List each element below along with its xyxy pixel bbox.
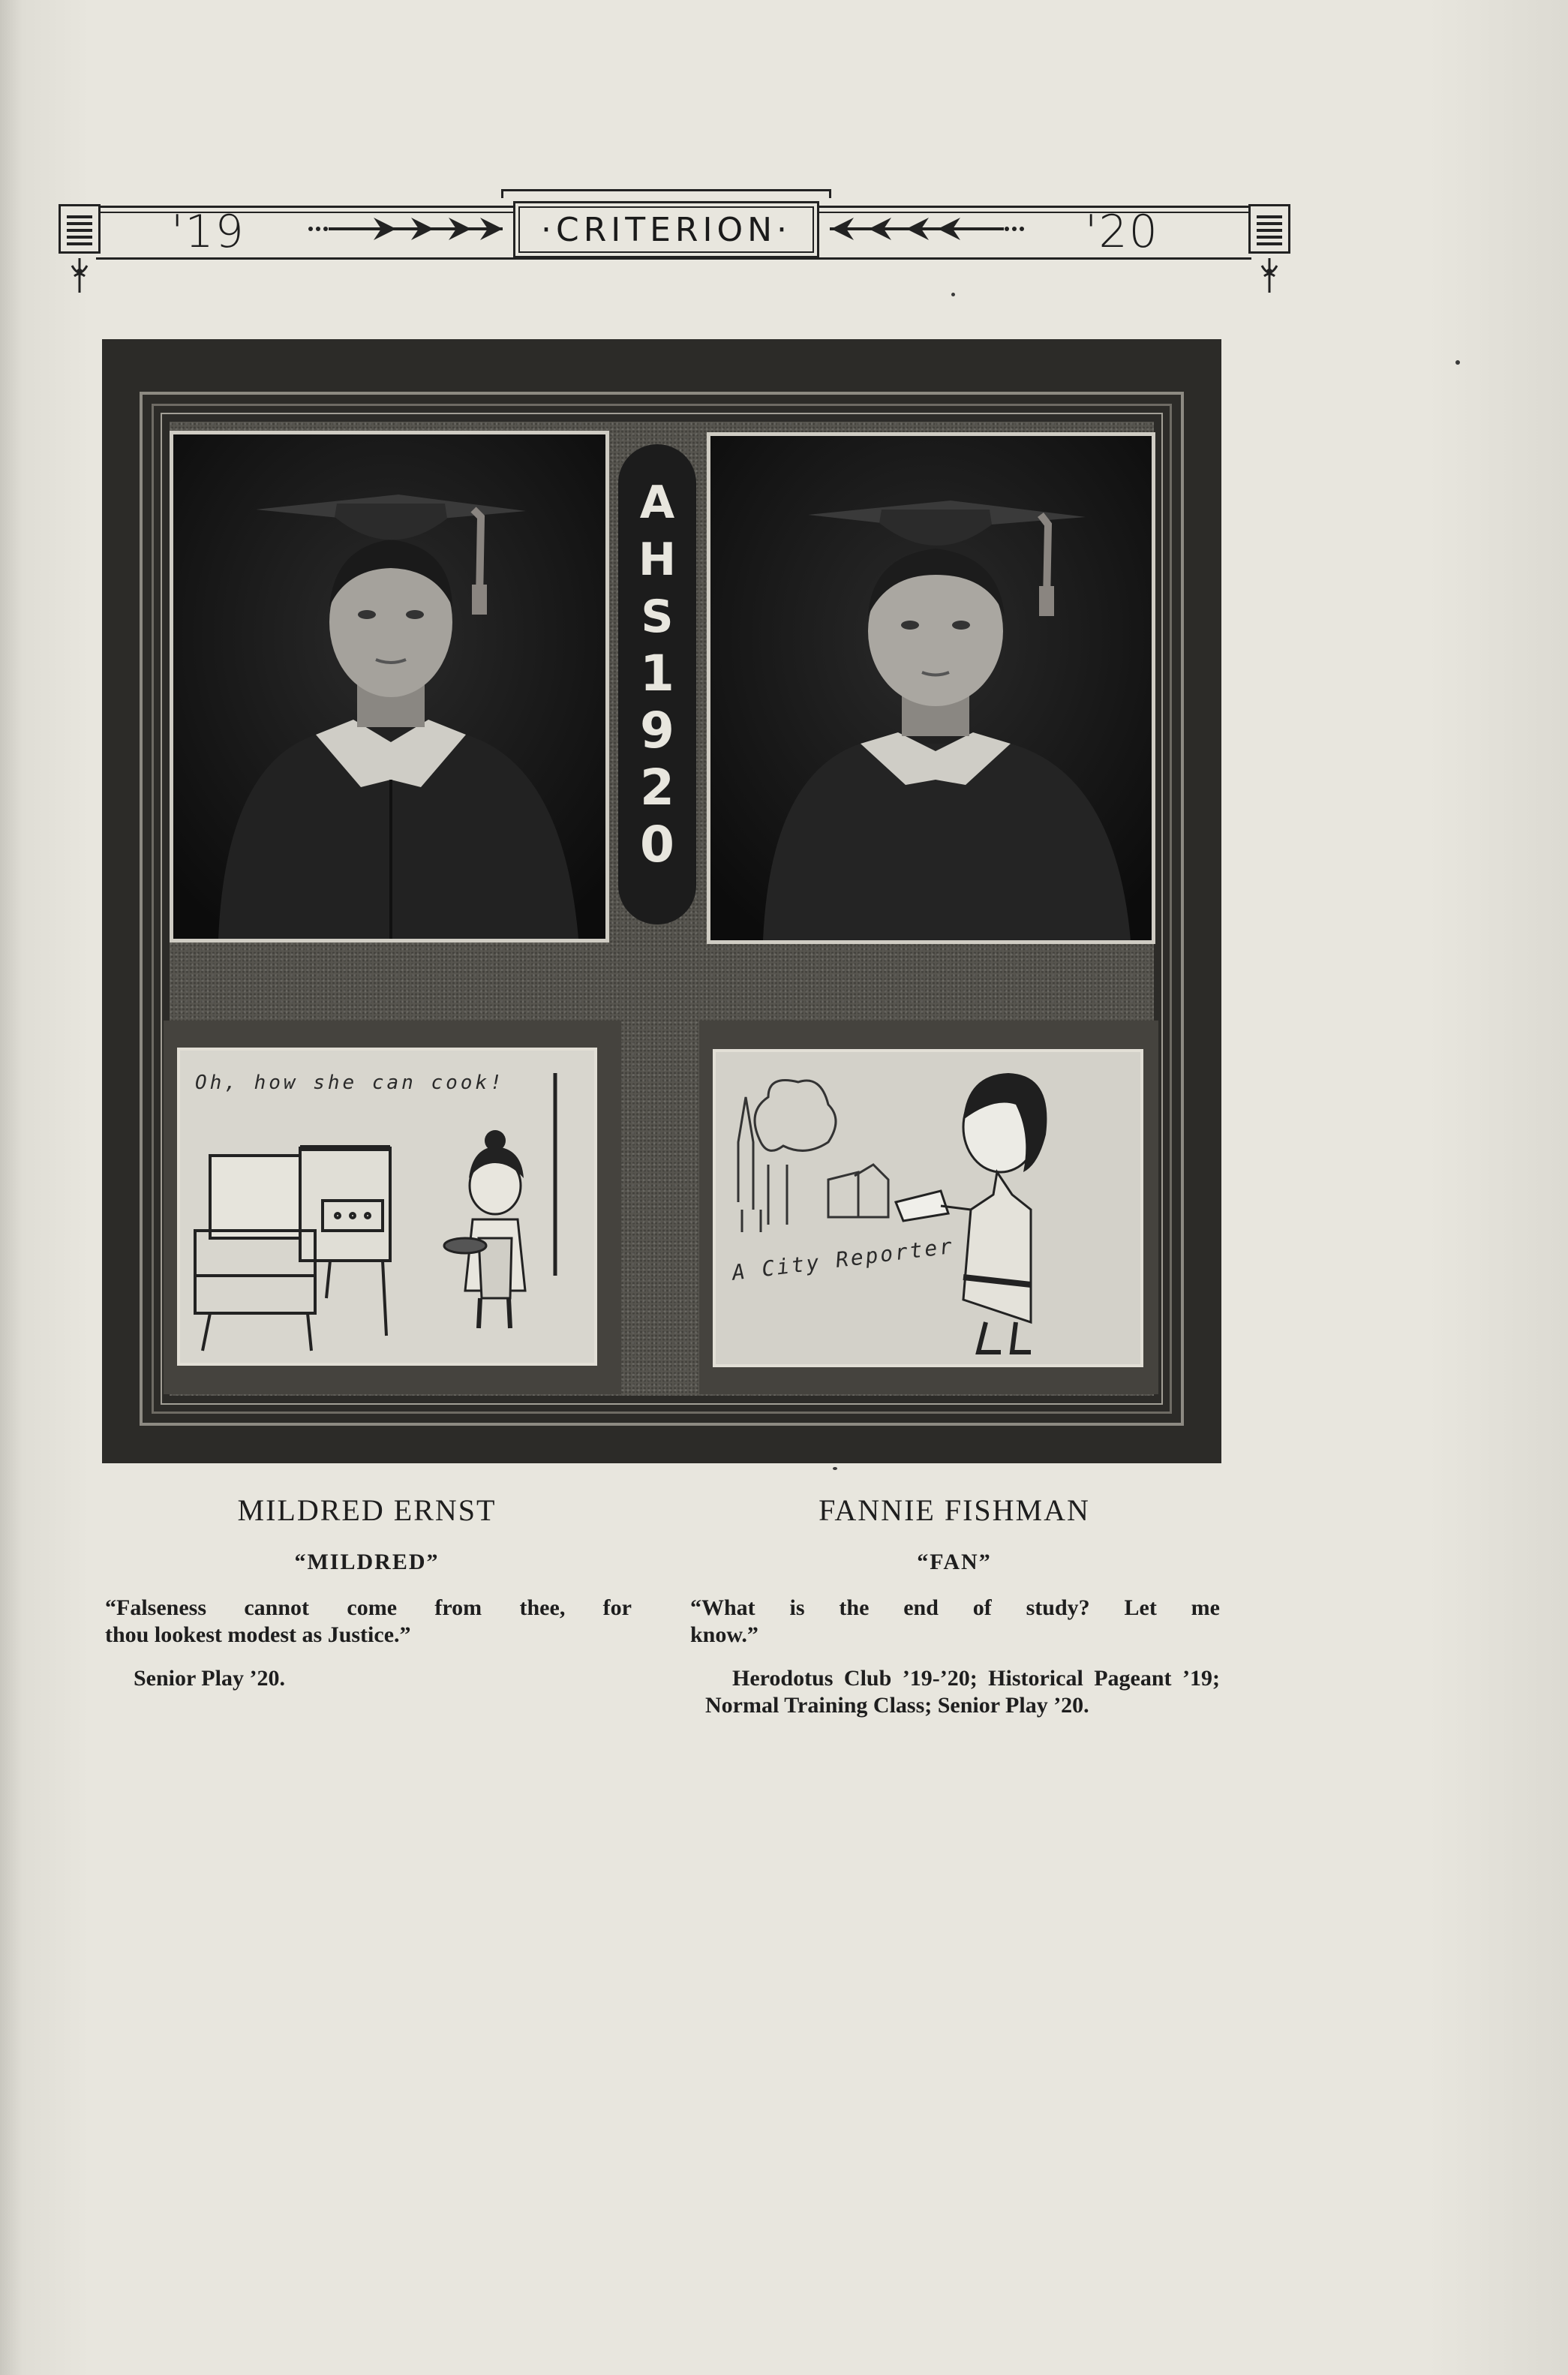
quote-line-1: “Falseness cannot come from thee, for [105,1595,632,1620]
student-entry-right [689,1490,1220,1719]
photo-plate [102,339,1221,1463]
yearbook-title: ·CRITERION· [540,210,792,249]
paper-speck [1455,360,1460,365]
ahs-1920-banner [618,444,696,924]
arrow-ornament-left-icon [306,210,509,248]
portrait-right-image [710,436,1152,940]
student-entry-left [102,1490,632,1692]
page-header [59,188,1290,300]
portrait-left-image [173,434,605,939]
cartoon-cook [177,1048,597,1366]
banner-digit-9: 9 [640,702,674,759]
fleuron-right-icon [1258,257,1281,294]
student-name: FANNIE FISHMAN [819,1493,1090,1527]
student-nickname: “FAN” [917,1550,992,1574]
reporter-cartoon-image [716,1052,1140,1364]
quote-line-1: “What is the end of study? Let me [690,1595,1220,1620]
student-activities: Herodotus Club ’19-’20; Historical Pageant ’19; Normal Training Class; Senior Play ’20. [705,1666,1220,1718]
portrait-mildred-ernst [170,431,609,942]
title-cap [501,189,831,198]
arrow-ornament-right-icon [824,210,1026,248]
banner-letter-a: A [639,477,675,529]
banner-digit-0: 0 [640,816,674,873]
banner-digit-2: 2 [640,759,674,816]
header-year-left: '19 [171,206,245,258]
student-quote [102,1595,632,1649]
title-box [513,201,819,258]
cartoon-reporter-caption: A City Reporter [731,1233,956,1285]
corner-ornament-right-icon [1248,204,1290,254]
banner-letter-h: H [638,534,677,586]
cartoon-reporter [713,1049,1143,1367]
paper-speck [833,1467,837,1470]
banner-letter-s: S [641,591,674,643]
student-nickname: “MILDRED” [294,1550,440,1574]
quote-line-2: know.” [690,1622,758,1647]
corner-ornament-left-icon [59,204,101,254]
banner-digit-1: 1 [640,645,674,702]
stove-cartoon-image [180,1051,594,1363]
student-name: MILDRED ERNST [237,1493,497,1527]
fleuron-left-icon [68,257,91,294]
quote-line-2: thou lookest modest as Justice.” [105,1622,411,1647]
student-activities: Senior Play ’20. [134,1666,285,1691]
student-quote [689,1595,1220,1649]
portrait-fannie-fishman [707,432,1155,944]
paper-speck [951,293,955,296]
cartoon-cook-caption: Oh, how she can cook! [195,1072,505,1094]
header-year-right: '20 [1085,206,1159,258]
